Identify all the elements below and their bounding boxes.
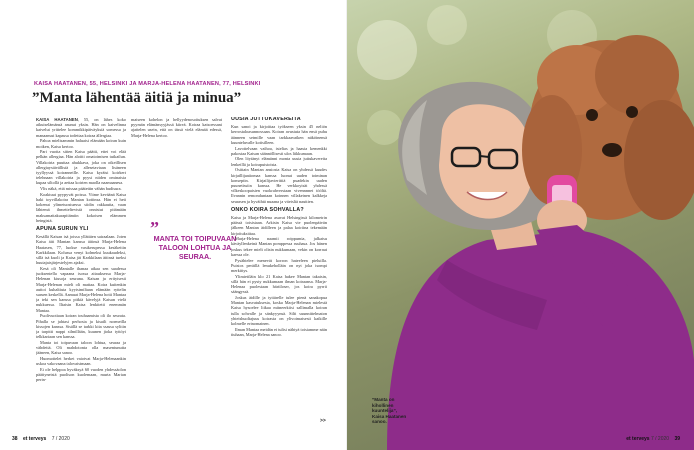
page-number: 39 bbox=[674, 436, 680, 442]
paragraph: Koaktuut pyypyvät poissa. Viime keväänä Kaisa haki toyvillakoira Mantan kotiinsa. Hän ei heti kokenut ylimetuostuessa siidin rakkautta, vaan lähtemä ihmetteltevistä onnistut pitämään maksamattakurapitämiin kokoisen elämmen heingistä. bbox=[36, 191, 126, 223]
folio-left bbox=[12, 436, 70, 442]
continue-arrow: >> bbox=[320, 418, 326, 424]
issue: 7 / 2020 bbox=[51, 436, 70, 442]
folio-right bbox=[622, 436, 680, 442]
paragraph: Lavottelvaan vaihoa, istelias ja haasia kemenkki pakostaa Kaisan säännöllisesti ulos liikkumaan. bbox=[231, 145, 327, 156]
pull-quote-text: MANTA TOI TOIPUVAAN TALOON LOHTUA JA SEURAA. bbox=[153, 234, 237, 261]
paragraph: Ei ole helppoa hyväksyä 60 vuoden yhdessäolon päättyneistä puolison kuolemaan, murta Marian perin- bbox=[36, 366, 126, 383]
paragraph: Pari vuotta sitten Kaisa päätti, ettei voi elää pelkän allergiaa. Hän aloitti omatoimisen tutkailun. Villakoiria puuttaa ahukkava, joka on oikeillisen allergiaystävällistä ja allesetaviaan lisäneen tyyllyyssä koiranneille. Kaisa kyräisi koirkert telehnaan villakoiria ja pyysi niiden ominaisia kupaa siltollä ja aettaa koirien maolla naamaanesa. bbox=[36, 149, 126, 186]
paragraph: Manta toi toipuvaan taloon lohtua, seuraa ja vähdettä. Oli mahdotonta olla masentunutta jääneen, Kaisa sanoo. bbox=[36, 339, 126, 356]
paragraph: Vlis näkä, että missaa päätettin vähän budisura. bbox=[40, 186, 122, 192]
paragraph: Puolivuotiaan koiran touhaamista oli ilo seurata. Pihalla se jahtasi perhosia ja kisaili normeilla kissojen kanssa. Sisällä se tarkki kita ssassa sylitin ja tarpitti nappi silmillään, kuunen jioka tyttöyi telkkariaan sen kanssa. bbox=[36, 313, 126, 340]
paragraph: Ylimietiläin klo 21 Kaisa hakee Mantan takaisin, sillä hän ei pysty nukkumaan ilman koiraansa. Marja-Helenaa puolestaan härtiloser, jos koira pyrrii säängyssä. bbox=[231, 273, 327, 295]
kicker: KAISA HAATANEN, 55, HELSINKI JA MARJA-HELENA HAATANEN, 77, HELSINKI bbox=[34, 81, 261, 87]
magazine-name: et terveys bbox=[22, 436, 47, 442]
photo bbox=[347, 0, 694, 450]
paragraph: Huomottelet herket vaiotvat Marja-Helenaankin uskoa vakovaana talovaistmaan. bbox=[36, 355, 126, 367]
column-2 bbox=[131, 117, 222, 435]
paragraph: maiseen kohelon ja hellyydenosoituksen salvat pyymän elämänsyyjässä kiireä. Koiraa katsoessani ajattelen usein, että on tässä vielä elämää edessä, Marja-Helena kertoo. bbox=[131, 117, 222, 138]
paragraph: Kun sanoi ja kirjoittaa työkseen yksin 45 neliön kerrostaloasunnossaan. Koiran avustuta hän ensä puhu äänneen setmille vaan tarkkaavaiken näköinensä kuunteluvalle kotisilleen. bbox=[231, 124, 327, 145]
subheading: APUNA SURUN YLI bbox=[36, 226, 89, 233]
quote-mark-icon: ” bbox=[150, 218, 159, 238]
photo-caption: ”Manta on kihollinen kuuntelija”, Kaisa Haatanen sanoo. bbox=[372, 397, 407, 425]
subheading: UUSIA JUTTUKAVEREITA bbox=[231, 117, 301, 122]
paragraph: Olen löytänyt elämänni monta uusia juttukavereita lenkeillä ja koirapuistoista. bbox=[231, 156, 327, 167]
paragraph: Kesä oli Mantalle ihanaa aikaa sen saadessa juoksentella vapaana isossa aitauksessa Marja-Helenan kiusoja seurana. Kaisan ja erityisesti Marja-Helenan mielt oli mattaa. Koira kuitenkin auttoi kuhaltiuta kyyisimiltaan elämään ryttelin suruen keskellä. Aamuat Marja-Helena hotti Mantaa ja teki sen kanssa pitkiä kävelyjä Kaisan vielä nukkuessa. Iltaisin Kaisa lenkitetti enemmän Mantaa. bbox=[36, 265, 126, 313]
magazine-name: et terveys bbox=[626, 436, 650, 442]
pull-quote bbox=[150, 218, 240, 261]
paragraph: Marja-Helena naamii roippumia, jalkaisu käväyllenkeinä Mantan pomppessa ruuhasa. Jos hänen joskus tekee mielt olisin nukkumaan, vekin on korraut kaessa ole. bbox=[231, 236, 327, 257]
paragraph: Kesällä Kaisan isä joissa yllättäen sairaalaan. Joten Kaisa äiti Mantan kanssa äitinsä Marja-Helena Haatasen, 77, luokse vastkerupessa kesäkeitin Karkkilaan. Kolussa venyi kolmeksi kuukaudeksi, sillä isä kuoli ja Kaisa jäi Karkkilaan äitinsä tueksi huutajaisjärjestelyjen ajaksi. bbox=[36, 234, 126, 266]
paragraph: Osittain Mantan ansiosta Kaisa on yhdessä kuudes kirjaillijaatiomaa kanssa luonut uuden toiminan konseptin. Kirjailijavierittiä puadekin uuden puunetissiin kanssa. He verkkoyisät yhdessä vilkeskoopaisien vuokrahverstaan vivennnnet tööltä. Ilvannin remonduntaan koinnen villakeinen kalkkeja seurasen ja hyväihtä nuaana ja viteisliä nauttien. bbox=[231, 167, 327, 204]
paragraph bbox=[36, 117, 126, 138]
column-1 bbox=[36, 117, 126, 435]
column-3 bbox=[231, 117, 327, 435]
paragraph: Kaisa ja Marja-Helena asuvat Helsingissä kilometrin päässä toisistaan. Arkisin Kaisa vie puolenpäivän jälkeen Mantan äidilleen ja palaa koiriina tekemään kirjoituksittaa. bbox=[231, 214, 327, 236]
page-number: 38 bbox=[12, 436, 18, 442]
paragraph: Ilman Mantaa meidän ei tulisi nähtyä toisiamme näin tiuhaan, Marja-Helena sanoo. bbox=[231, 326, 327, 337]
issue: 7 / 2020 bbox=[650, 436, 670, 442]
paragraph: Pysähtelee menevät korron hateeleen pieluilla. Puistos peräillä lenukeholläin on nyt joka isompi merkittys. bbox=[231, 257, 327, 273]
paragraph: Pahoa mielisammin haluaisi elämään koiran kuin moiken, Kaisa kertoo. bbox=[36, 138, 126, 149]
shirt-shape bbox=[387, 230, 694, 450]
subheading: ONKO KOIRA SOHVALLA? bbox=[231, 206, 304, 213]
paragraph-text: , 55, on lähes koko aikuiselämänsä asunut yksin. Hän on kaivelinna kaivelut yrittelee kommikkipäiväyksiä somessa ja manaansut kapassa todettaa koiraa ällergiaa. bbox=[36, 117, 126, 138]
paragraph: Joskus äidille ja tyttärelle tulee pienä sanakopua Mantan kasvatuksesta, koska Marja-Helenan mielestä Kaisa hysoelee liikaa mitneerkiisi sallimalla koiran tulla sohvalle ja sänkyyynsä. Silti suunnittelmaton yhteishuoltajuus koirasta on ylivoimaisesti kaikille kolmelle erinomainen. bbox=[231, 295, 327, 327]
headline: ”Manta lähentää äitiä ja minua” bbox=[32, 90, 242, 106]
lead-name: KAISA HAATANEN bbox=[36, 117, 78, 122]
photo-illustration bbox=[347, 0, 694, 450]
